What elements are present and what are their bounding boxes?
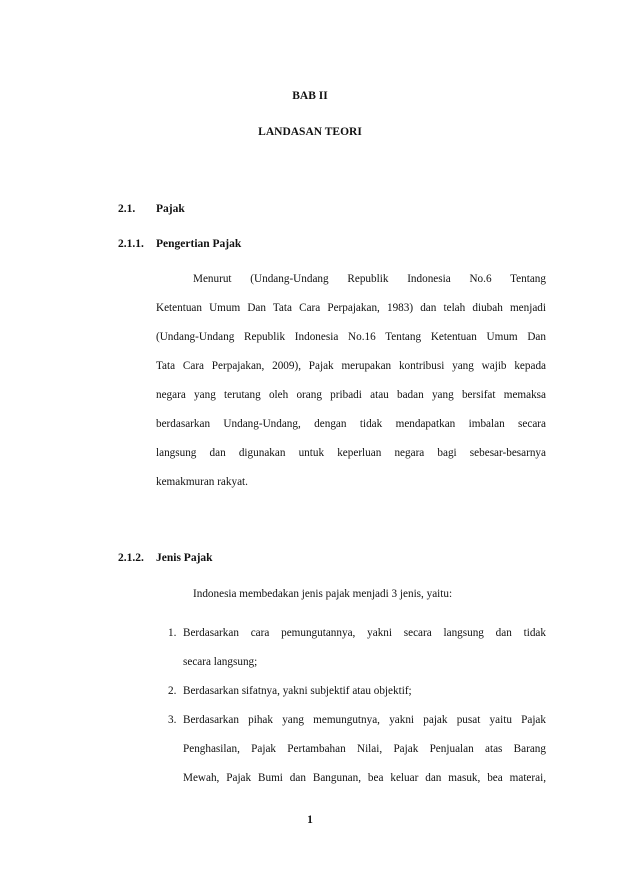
page-number: 1 [307,814,313,826]
section-title: Pajak [156,203,185,215]
list-line: Berdasarkan pihak yang memungutnya, yakni pajak pusat yaitu Pajak [183,714,546,726]
list-line: secara langsung; [183,656,258,668]
paragraph-line: berdasarkan Undang-Undang, dengan tidak mendapatkan imbalan secara [156,418,546,430]
paragraph-line: Ketentuan Umum Dan Tata Cara Perpajakan, 1983) dan telah diubah menjadi [156,302,546,314]
list-line: Berdasarkan sifatnya, yakni subjektif atau objektif; [183,685,412,697]
list-marker: 1. [168,627,177,639]
list-intro: Indonesia membedakan jenis pajak menjadi 3 jenis, yaitu: [193,588,453,600]
list-line: Penghasilan, Pajak Pertambahan Nilai, Pajak Penjualan atas Barang [183,743,546,755]
chapter-heading: BAB II [292,90,328,102]
list-line: Mewah, Pajak Bumi dan Bangunan, bea keluar dan masuk, bea materai, [183,772,546,784]
paragraph-line: negara yang terutang oleh orang pribadi atau badan yang bersifat memaksa [156,389,546,401]
paragraph-line: kemakmuran rakyat. [156,476,248,488]
paragraph-pengertian [156,265,546,497]
list-line: Berdasarkan cara pemungutannya, yakni secara langsung dan tidak [183,627,546,639]
list-marker: 2. [168,685,177,697]
paragraph-line: Tata Cara Perpajakan, 2009), Pajak merupakan kontribusi yang wajib kepada [156,360,546,372]
paragraph-line: Menurut (Undang-Undang Republik Indonesia No.6 Tentang [193,273,546,285]
subsection-title: Jenis Pajak [156,552,213,564]
paragraph-line: (Undang-Undang Republik Indonesia No.16 Tentang Ketentuan Umum Dan [156,331,546,343]
list-marker: 3. [168,714,177,726]
subsection-title: Pengertian Pajak [156,238,242,250]
section-number: 2.1. [118,203,136,215]
chapter-title: LANDASAN TEORI [258,126,362,138]
subsection-number: 2.1.1. [118,238,144,250]
subsection-number: 2.1.2. [118,552,144,564]
paragraph-line: langsung dan digunakan untuk keperluan negara bagi sebesar-besarnya [156,447,546,459]
